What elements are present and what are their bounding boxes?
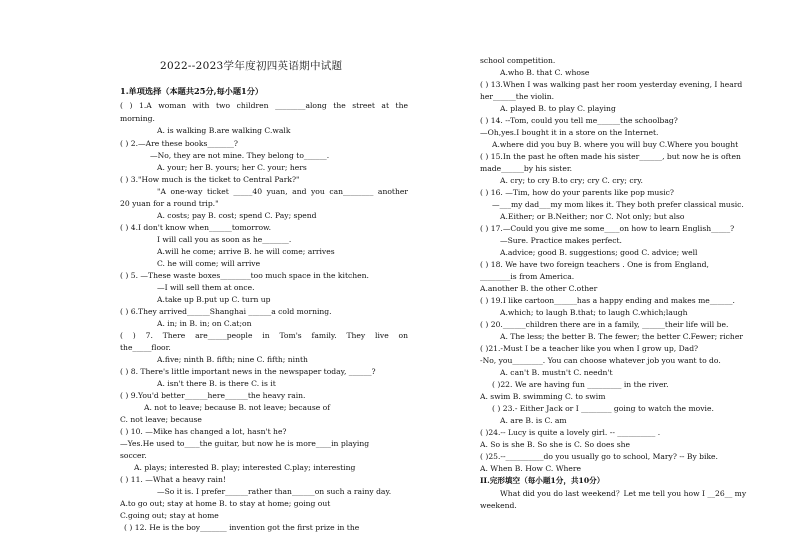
option-line: A.Either; or B.Neither; nor C. Not only; but also	[500, 212, 685, 221]
question-line: —Sure. Practice makes perfect.	[500, 236, 622, 245]
question-line: ( ) 15.In the past he often made his sister______, but now he is often	[480, 152, 741, 161]
option-line: A.five; ninth B. fifth; nine C. fifth; ninth	[157, 355, 308, 364]
question-line: -No, you________. You can choose whatever job you want to do.	[480, 356, 721, 365]
question-line: ( ) 11. —What a heavy rain!	[120, 475, 226, 484]
option-line: A. your; her B. yours; her C. your; hers	[157, 163, 307, 172]
question-line: ( )24.-- Lucy is quite a lovely girl. -- __________ .	[480, 428, 661, 437]
passage-line: weekend.	[480, 501, 517, 510]
option-line: A. in; in B. in; on C.at;on	[157, 319, 252, 328]
question-line: 20 yuan for a round trip."	[120, 199, 219, 208]
question-line: ( ) 10. —Mike has changed a lot, hasn't he?	[120, 427, 287, 436]
question-line: —I will sell them at once.	[157, 283, 255, 292]
option-line: A.another B. the other C.other	[480, 284, 598, 293]
question-line: ( ) 4.I don't know when______tomorrow.	[120, 223, 272, 232]
question-line: —Yes.He used to____the guitar, but now he is more____in playing	[120, 439, 370, 448]
option-line: A. The less; the better B. The fewer; the better C.Fewer; richer	[500, 332, 743, 341]
question-line: ( ) 2.—Are these books_______?	[120, 139, 239, 148]
question-line: —So it is. I prefer______rather than______on such a rainy day.	[157, 487, 392, 496]
question-line: ( ) 12. He is the boy_______ invention got the first prize in the	[124, 523, 360, 532]
option-line: A. When B. How C. Where	[480, 464, 582, 473]
option-line: C.going out; stay at home	[120, 511, 219, 520]
question-line: I will call you as soon as he_______.	[157, 235, 292, 244]
question-line: ( )25.--__________do you usually go to school, Mary? -- By bike.	[480, 452, 718, 461]
option-line: A.will he come; arrive B. he will come; arrives	[157, 247, 335, 256]
question-line: ( ) 17.—Could you give me some____on how to learn English_____?	[480, 224, 735, 233]
question-line: ________is from America.	[480, 272, 575, 281]
section-1-heading: 1.单项选择（本题共25分,每小题1分）	[120, 86, 264, 96]
option-line: A.which; to laugh B.that; to laugh C.which;laugh	[500, 308, 688, 317]
question-line: —Oh,yes.I bought it in a store on the Internet.	[480, 128, 659, 137]
question-line: ( ) 7. There are_____people in Tom's family. They live on	[120, 331, 408, 340]
question-line: her______the violin.	[480, 92, 555, 101]
passage-line: What did you do last weekend？Let me tell you how I __26__ my	[500, 489, 747, 498]
question-line: ( ) 13.When I was walking past her room yesterday evening, I heard	[480, 80, 743, 89]
option-line: A. So is she B. So she is C. So does she	[480, 440, 631, 449]
option-line: A. is walking B.are walking C.walk	[157, 126, 291, 135]
question-line: ( ) 1.A woman with two children ________along the street at the	[120, 101, 408, 110]
section-2-heading: II.完形填空（每小题1分，共10分）	[480, 476, 605, 485]
option-line: A. costs; pay B. cost; spend C. Pay; spend	[157, 211, 317, 220]
question-line: —No, they are not mine. They belong to______.	[150, 151, 330, 160]
option-line: A. cry; to cry B.to cry; cry C. cry; cry.	[500, 176, 643, 185]
question-line: ( ) 9.You'd better______here______the heavy rain.	[120, 391, 306, 400]
question-line: —___my dad___my mom likes it. They both prefer classical music.	[492, 200, 744, 209]
question-line: ( )21.-Must I be a teacher like you when I grow up, Dad?	[480, 344, 699, 353]
option-line: A.who B. that C. whose	[500, 68, 590, 77]
question-line: ( )22. We are having fun _________ in the river.	[492, 380, 669, 389]
option-line: A.advice; good B. suggestions; good C. advice; well	[500, 248, 698, 257]
question-line: "A one-way ticket _____40 yuan, and you can________ another	[157, 187, 408, 196]
question-line: ( ) 20.______children there are in a family, ______their life will be.	[480, 320, 729, 329]
question-line: ( ) 5. —These waste boxes________too much space in the kitchen.	[120, 271, 369, 280]
question-line: ( ) 14. --Tom, could you tell me______the schoolbag?	[480, 116, 678, 125]
question-line: ( ) 23.- Either Jack or I ________ going to watch the movie.	[492, 404, 714, 413]
question-line: morning.	[120, 114, 155, 123]
option-line: A. isn't there B. is there C. is it	[157, 379, 276, 388]
question-line: ( ) 6.They arrived______Shanghai ______a cold morning.	[120, 307, 332, 316]
question-line: the_____floor.	[120, 343, 171, 352]
option-line: A.take up B.put up C. turn up	[157, 295, 271, 304]
option-line: A. can't B. mustn't C. needn't	[500, 368, 613, 377]
question-line: made______by his sister.	[480, 164, 573, 173]
question-line: soccer.	[120, 451, 147, 460]
question-line: ( ) 3."How much is the ticket to Central Park?"	[120, 175, 300, 184]
option-line: A.where did you buy B. where you will buy C.Where you bought	[492, 140, 739, 149]
question-line: ( ) 18. We have two foreign teachers . One is from England,	[480, 260, 709, 269]
question-line: ( ) 8. There's little important news in the newspaper today, ______?	[120, 367, 376, 376]
option-line: C. he will come; will arrive	[157, 259, 261, 268]
option-line: A.to go out; stay at home B. to stay at home; going out	[120, 499, 331, 508]
option-line: A. not to leave; because B. not leave; because of	[144, 403, 331, 412]
option-line: C. not leave; because	[120, 415, 202, 424]
question-line: school competition.	[480, 56, 556, 65]
option-line: A. are B. is C. am	[500, 416, 567, 425]
question-line: ( ) 16. —Tim, how do your parents like pop music?	[480, 188, 674, 197]
question-line: ( ) 19.I like cartoon______has a happy ending and makes me______.	[480, 296, 735, 305]
option-line: A. plays; interested B. play; interested C.play; interesting	[134, 463, 356, 472]
option-line: A. swim B. swimming C. to swim	[480, 392, 606, 401]
exam-title: 2022--2023学年度初四英语期中试题	[160, 60, 343, 72]
option-line: A. played B. to play C. playing	[500, 104, 616, 113]
